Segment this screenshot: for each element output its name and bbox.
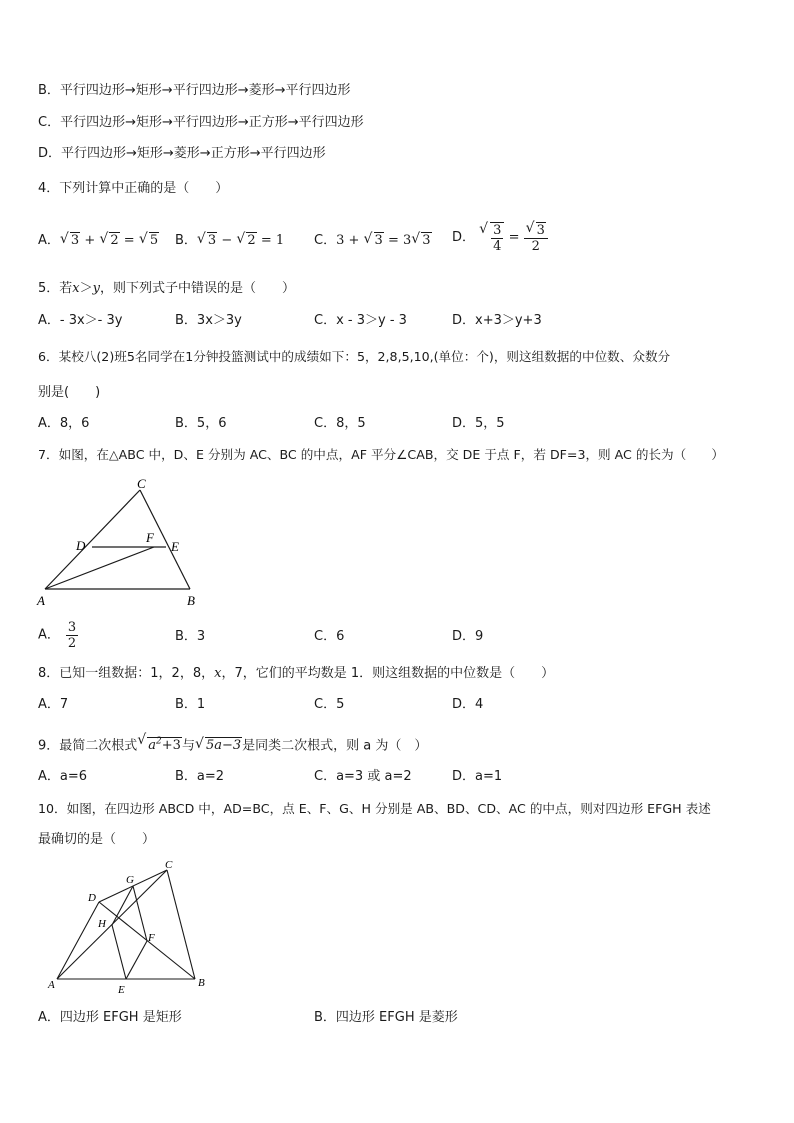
q8-option-d: D．4 (452, 697, 484, 712)
q5-option-c: C．x - 3＞y - 3 (314, 313, 407, 328)
q7-option-a: A． $\frac{3}{2}$ (38, 620, 77, 651)
q4-option-a: A．√ 3 + √ 2 = √ 5 (38, 232, 159, 250)
label-f: F (148, 932, 155, 944)
q7-stem: 7．如图，在△ABC 中，D、E 分别为 AC、BC 的中点，AF 平分∠CAB，交 DE 于点 F，若 DF=3，则 AC 的长为（ ） (38, 447, 724, 462)
q6-option-b: B．5，6 (175, 416, 227, 431)
q6-stem-line2: 别是( ) (38, 385, 101, 400)
segment-fg (133, 886, 147, 941)
side-ad (57, 902, 99, 979)
q8-option-c: C．5 (314, 697, 345, 712)
segment-ef (126, 941, 147, 979)
q8-stem: 8．已知一组数据：1，2，8，x，7，它们的平均数是 1．则这组数据的中位数是（ ） (38, 666, 555, 681)
label-h: H (98, 918, 106, 930)
label-d: D (76, 538, 86, 553)
side-cb (167, 870, 195, 979)
segment-ac (45, 490, 140, 589)
q4-option-d: D． √ $\frac{3}{4}$ = √ $\frac{3}{2}$ (452, 222, 548, 254)
q6-option-a: A．8，6 (38, 416, 90, 431)
q9-option-a: A．a=6 (38, 769, 88, 784)
q7-triangle-figure (30, 475, 210, 610)
label-f: F (146, 530, 154, 545)
q8-option-a: A．7 (38, 697, 69, 712)
label-c: C (137, 476, 146, 491)
q4-stem: 4．下列计算中正确的是（ ） (38, 181, 229, 196)
q10-option-b: B．四边形 EFGH 是菱形 (314, 1010, 458, 1025)
label-a: A (48, 979, 55, 991)
label-b: B (198, 977, 205, 989)
q3-option-b: B．平行四边形→矩形→平行四边形→菱形→平行四边形 (38, 83, 351, 98)
q7-option-b: B．3 (175, 629, 206, 644)
q8-option-b: B．1 (175, 697, 206, 712)
label-g: G (126, 874, 134, 886)
label-b: B (187, 593, 195, 608)
q5-option-b: B．3x＞3y (175, 313, 242, 328)
segment-he (112, 925, 126, 979)
q4-option-b: B．√ 3 − √ 2 = 1 (175, 232, 284, 250)
q5-option-a: A．- 3x＞- 3y (38, 313, 123, 328)
q7-option-c: C．6 (314, 629, 345, 644)
label-d: D (88, 892, 96, 904)
label-a: A (37, 593, 45, 608)
q9-radical-1: √ $a^2+3$ (138, 733, 182, 755)
q9-radical-2: √ 5a−3 (196, 737, 242, 755)
q3-option-c: C．平行四边形→矩形→平行四边形→正方形→平行四边形 (38, 115, 364, 130)
q5-option-d: D．x+3＞y+3 (452, 313, 542, 328)
q9-option-b: B．a=2 (175, 769, 225, 784)
q9-option-c: C．a=3 或 a=2 (314, 769, 412, 784)
q9-stem: 9．最简二次根式√ $a^2+3$与√ 5a−3是同类二次根式，则 a 为（ ） (38, 733, 427, 755)
segment-gh (112, 886, 133, 925)
label-c: C (165, 859, 173, 871)
q3-option-d: D．平行四边形→矩形→菱形→正方形→平行四边形 (38, 146, 326, 161)
segment-af (45, 547, 154, 589)
q10-quadrilateral-figure (40, 855, 220, 1000)
label-e: E (118, 984, 125, 996)
q10-option-a: A．四边形 EFGH 是矩形 (38, 1010, 182, 1025)
q10-stem-line2: 最确切的是（ ） (38, 832, 156, 847)
q10-stem-line1: 10．如图，在四边形 ABCD 中，AD=BC，点 E、F、G、H 分别是 AB、BD、CD、AC 的中点，则对四边形 EFGH 表述 (38, 801, 711, 816)
q9-option-d: D．a=1 (452, 769, 503, 784)
label-e: E (171, 539, 179, 554)
q5-stem: 5．若x＞y，则下列式子中错误的是（ ） (38, 281, 296, 296)
q4-option-c: C．3 + √ 3 = 3√ 3 (314, 232, 432, 250)
q6-option-d: D．5，5 (452, 416, 505, 431)
q6-stem-line1: 6．某校八(2)班5名同学在1分钟投篮测试中的成绩如下：5，2,8,5,10,(单位：个)，则这组数据的中位数、众数分 (38, 349, 671, 364)
q6-option-c: C．8，5 (314, 416, 366, 431)
q7-option-d: D．9 (452, 629, 484, 644)
